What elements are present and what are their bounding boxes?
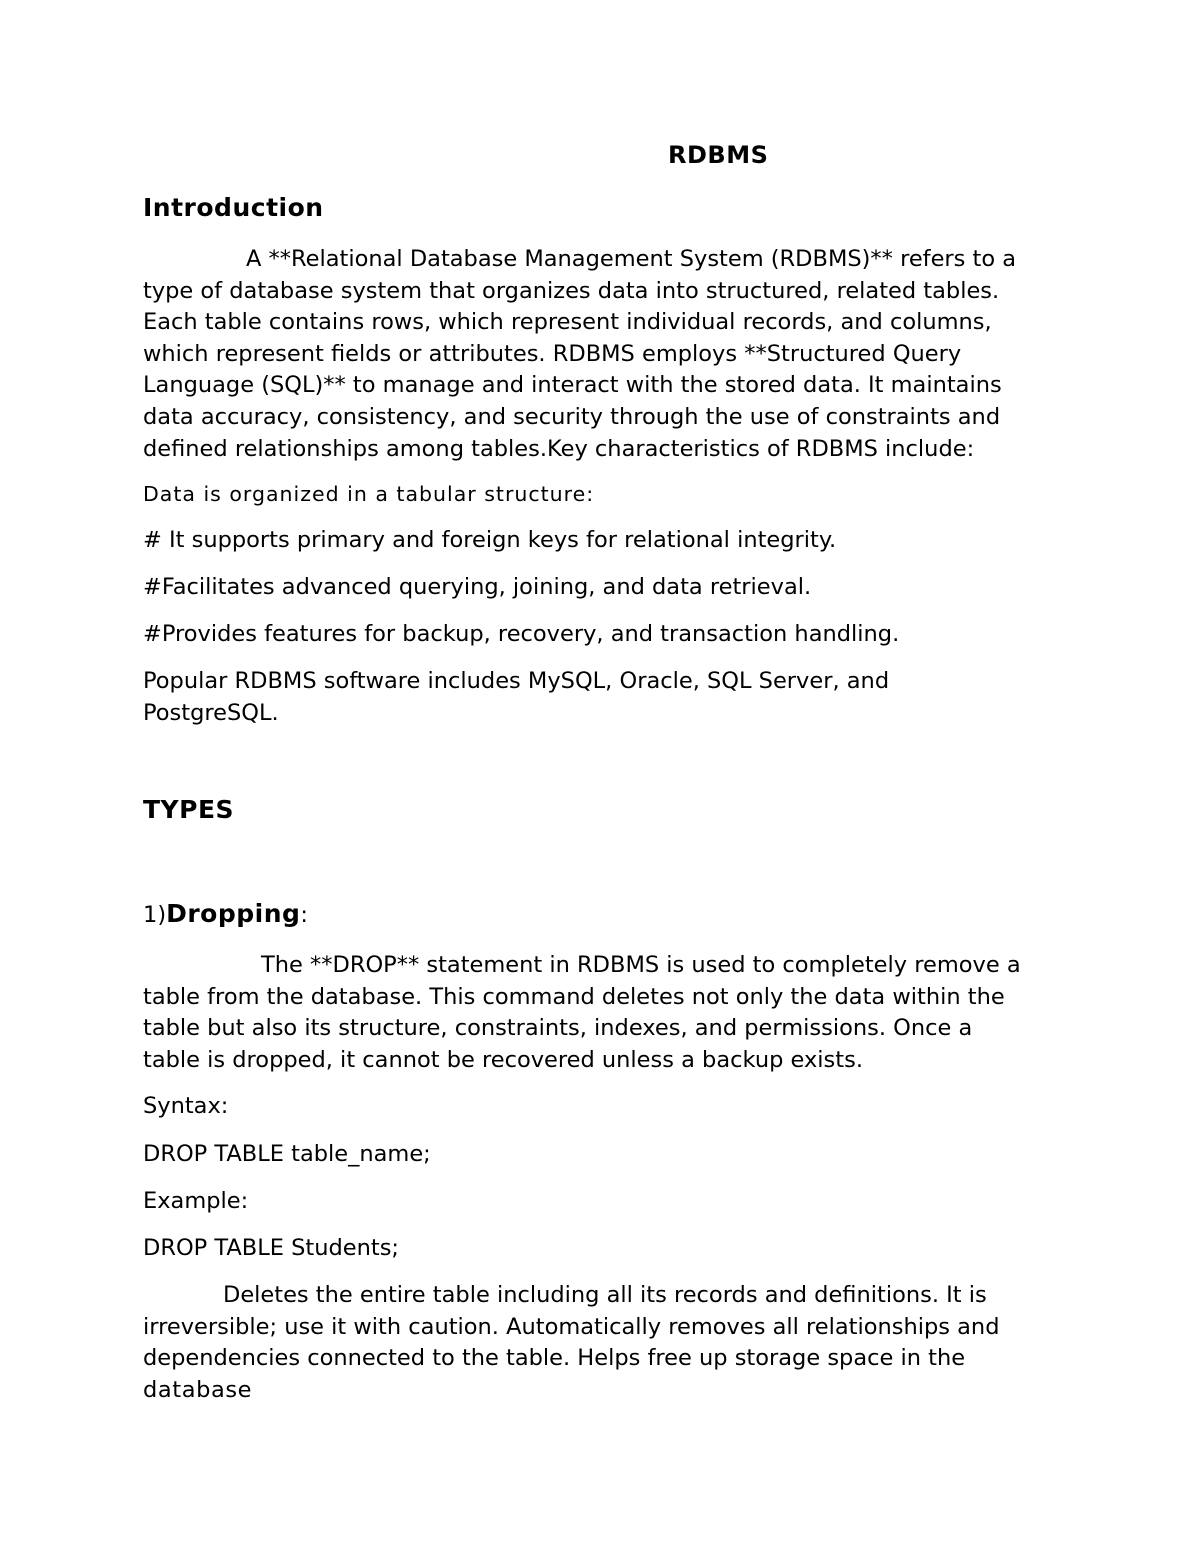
paragraph-line: table is dropped, it cannot be recovered unless a backup exists.	[143, 1046, 863, 1073]
paragraph-line: Deletes the entire table including all its records and definitions. It is	[223, 1282, 987, 1308]
dropping-heading	[143, 899, 308, 928]
paragraph-line: type of database system that organizes data into structured, related tables.	[143, 277, 1000, 304]
example-label: Example:	[143, 1188, 249, 1214]
paragraph-line: defined relationships among tables.Key characteristics of RDBMS include:	[143, 435, 975, 462]
drop-notes-paragraph	[143, 1280, 1073, 1406]
dropping-paragraph	[143, 950, 1073, 1076]
dropping-title: Dropping	[166, 899, 301, 928]
paragraph-line: table from the database. This command deletes not only the data within the	[143, 983, 1005, 1010]
example-code: DROP TABLE Students;	[143, 1235, 399, 1261]
characteristics-intro: Data is organized in a tabular structure:	[143, 482, 595, 506]
paragraph-line: PostgreSQL.	[143, 699, 279, 726]
paragraph-line: Popular RDBMS software includes MySQL, Oracle, SQL Server, and	[143, 668, 890, 694]
characteristic-item: # It supports primary and foreign keys for relational integrity.	[143, 527, 837, 553]
paragraph-line: which represent fields or attributes. RDBMS employs **Structured Query	[143, 340, 962, 367]
characteristic-item: #Facilitates advanced querying, joining, and data retrieval.	[143, 574, 812, 600]
paragraph-line: The **DROP** statement in RDBMS is used to completely remove a	[261, 952, 1021, 978]
introduction-heading: Introduction	[143, 193, 324, 222]
paragraph-line: Each table contains rows, which represent individual records, and columns,	[143, 309, 992, 336]
paragraph-line: table but also its structure, constraints, indexes, and permissions. Once a	[143, 1015, 973, 1042]
paragraph-line: database	[143, 1376, 253, 1403]
types-heading: TYPES	[143, 795, 235, 824]
syntax-label: Syntax:	[143, 1093, 229, 1119]
paragraph-line: Language (SQL)** to manage and interact with the stored data. It maintains	[143, 372, 1002, 399]
paragraph-line: dependencies connected to the table. Helps free up storage space in the	[143, 1345, 966, 1372]
introduction-paragraph	[143, 244, 1073, 465]
paragraph-line: irreversible; use it with caution. Automatically removes all relationships and	[143, 1313, 1000, 1340]
heading-colon: :	[300, 902, 308, 928]
section-number: 1)	[143, 902, 167, 928]
paragraph-line: data accuracy, consistency, and security through the use of constraints and	[143, 403, 1001, 430]
paragraph-line: A **Relational Database Management System (RDBMS)** refers to a	[246, 246, 1017, 272]
syntax-code: DROP TABLE table_name;	[143, 1141, 431, 1167]
popular-software-paragraph	[143, 666, 1073, 729]
document-title: RDBMS	[668, 141, 769, 169]
characteristic-item: #Provides features for backup, recovery, and transaction handling.	[143, 621, 900, 647]
